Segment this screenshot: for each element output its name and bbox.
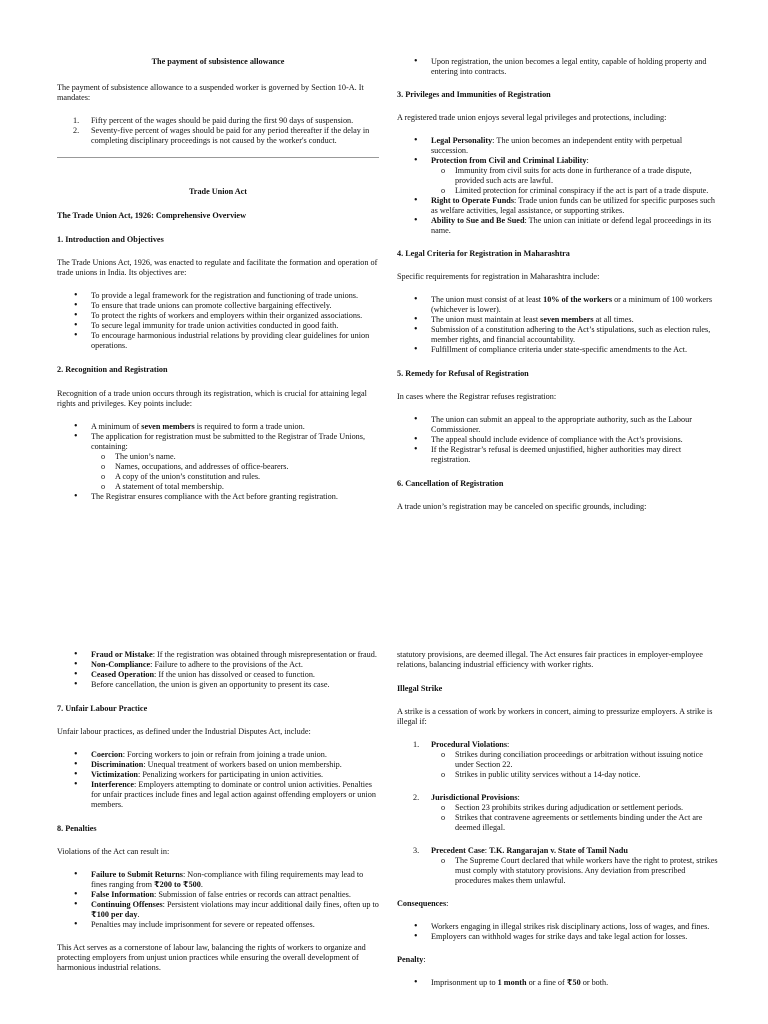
list-item: • To provide a legal framework for the registration and functioning of trade unions.: [91, 291, 379, 301]
objectives-list: [57, 291, 379, 351]
illegal-strike-list: [397, 740, 719, 886]
penalties-paragraph: Violations of the Act can result in:: [57, 847, 170, 856]
list-item: o Section 23 prohibits strikes during adjudication or settlement periods.: [455, 803, 719, 813]
list-item: 3. Precedent Case: T.K. Rangarajan v. State of Tamil Nadu o The Supreme Court declared that while workers have the right to protest, strikes must comply with statutory provisions. Any deviation from prescribed procedures makes them unlawful.: [431, 846, 719, 886]
list-item: • Upon registration, the union becomes a legal entity, capable of holding property and entering into contracts.: [431, 57, 719, 77]
list-item: • Fraud or Mistake: If the registration was obtained through misrepresentation or fraud.: [91, 650, 379, 660]
unfair-labour-list: [57, 750, 379, 810]
list-item: • Employers can withhold wages for strike days and take legal action for losses.: [431, 932, 719, 942]
illegal-strike-section: [397, 650, 719, 988]
heading-unfair-labour: 7. Unfair Labour Practice: [57, 704, 148, 713]
precedent-sublist: [431, 856, 719, 886]
list-item: • Imprisonment up to 1 month or a fine of ₹50 or both.: [431, 978, 719, 988]
trade-union-act-right: [397, 57, 719, 512]
cancellation-list: [57, 650, 379, 690]
subsistence-intro: The payment of subsistence allowance to a suspended worker is governed by Section 10-A. It mandates:: [57, 83, 364, 102]
section-subtitle: The Trade Union Act, 1926: Comprehensive Overview: [57, 211, 246, 220]
penalties-list: [57, 870, 379, 930]
list-item: 1. Procedural Violations: o Strikes during conciliation proceedings or arbitration without issuing notice under Section 22. o Strikes in public utility services without a 14-day notice.: [431, 740, 719, 780]
list-item: • A minimum of seven members is required to form a trade union.: [91, 422, 379, 432]
heading-cancellation: 6. Cancellation of Registration: [397, 479, 504, 488]
maharashtra-paragraph: Specific requirements for registration in Maharashtra include:: [397, 272, 600, 281]
list-item: • Before cancellation, the union is given an opportunity to present its case.: [91, 680, 379, 690]
list-item: • Penalties may include imprisonment for severe or repeated offenses.: [91, 920, 379, 930]
trade-union-act-left-page2: [57, 650, 379, 973]
list-item: o The Supreme Court declared that while workers have the right to protest, strikes must comply with statutory provisions. Any deviation from prescribed procedures makes them unlawful.: [455, 856, 719, 886]
heading-recognition: 2. Recognition and Registration: [57, 365, 168, 374]
list-item: • Failure to Submit Returns: Non-compliance with filing requirements may lead to fines ranging from ₹200 to ₹500.: [91, 870, 379, 890]
heading-penalties: 8. Penalties: [57, 824, 97, 833]
privileges-paragraph: A registered trade union enjoys several legal privileges and protections, including:: [397, 113, 667, 122]
list-item: • The union must consist of at least 10% of the workers or a minimum of 100 workers (whichever is lower).: [431, 295, 719, 315]
list-item: o Immunity from civil suits for acts done in furtherance of a trade dispute, provided such acts are lawful.: [455, 166, 719, 186]
list-item: • To ensure that trade unions can promote collective bargaining effectively.: [91, 301, 379, 311]
list-item: • Victimization: Penalizing workers for participating in union activities.: [91, 770, 379, 780]
list-item: • Ability to Sue and Be Sued: The union can initiate or defend legal proceedings in its name.: [431, 216, 719, 236]
list-item: • The union must maintain at least seven members at all times.: [431, 315, 719, 325]
heading-maharashtra: 4. Legal Criteria for Registration in Maharashtra: [397, 249, 570, 258]
application-contents-list: [91, 452, 379, 492]
list-item: o The union’s name.: [115, 452, 379, 462]
list-item: • Discrimination: Unequal treatment of workers based on union membership.: [91, 760, 379, 770]
penalty-label: Penalty:: [397, 955, 426, 964]
consequences-label: Consequences:: [397, 899, 449, 908]
subsistence-title: The payment of subsistence allowance: [151, 57, 285, 66]
maharashtra-list: [397, 295, 719, 355]
list-item: • If the Registrar’s refusal is deemed unjustified, higher authorities may direct registration.: [431, 445, 719, 465]
list-item: • Workers engaging in illegal strikes risk disciplinary actions, loss of wages, and fines.: [431, 922, 719, 932]
list-item: • Continuing Offenses: Persistent violations may incur additional daily fines, often up to ₹100 per day.: [91, 900, 379, 920]
section-divider: [57, 157, 379, 158]
list-item: o Strikes during conciliation proceedings or arbitration without issuing notice under Section 22.: [455, 750, 719, 770]
list-item: • The appeal should include evidence of compliance with the Act’s provisions.: [431, 435, 719, 445]
cancellation-paragraph: A trade union’s registration may be canceled on specific grounds, including:: [397, 502, 647, 511]
subsistence-list: [57, 116, 379, 146]
heading-illegal-strike: Illegal Strike: [397, 684, 443, 693]
list-item: • The union can submit an appeal to the appropriate authority, such as the Labour Commissioner.: [431, 415, 719, 435]
list-item: 2. Seventy-five percent of wages should be paid for any period thereafter if the delay in completing disciplinary proceedings is not caused by the worker's conduct.: [73, 126, 370, 145]
list-item: • Coercion: Forcing workers to join or refrain from joining a trade union.: [91, 750, 379, 760]
list-item: • Protection from Civil and Criminal Liability: o Immunity from civil suits for acts done in furtherance of a trade dispute, provided such acts are lawful. o Limited protection for criminal conspiracy if the act is part of a trade dispute.: [431, 156, 719, 196]
consequences-list: [397, 922, 719, 942]
list-item: • False Information: Submission of false entries or records can attract penalties.: [91, 890, 379, 900]
procedural-sublist: [431, 750, 719, 780]
list-item: • Interference: Employers attempting to dominate or control union activities. Penalties for unfair practices include fines and legal action against offending employers or union members.: [91, 780, 379, 810]
privileges-list: [397, 136, 719, 236]
registration-list: [57, 422, 379, 502]
list-item: • Fulfillment of compliance criteria under state-specific amendments to the Act.: [431, 345, 719, 355]
closing-paragraph: This Act serves as a cornerstone of labour law, balancing the rights of workers to organize and protecting employers from unjust union practices while ensuring the overall development of harmonious industrial relations.: [57, 943, 366, 972]
unfair-labour-paragraph: Unfair labour practices, as defined under the Industrial Disputes Act, include:: [57, 727, 311, 736]
list-item: o A copy of the union’s constitution and rules.: [115, 472, 379, 482]
list-item: • Right to Operate Funds: Trade union funds can be utilized for specific purposes such as welfare activities, legal assistance, or supporting strikes.: [431, 196, 719, 216]
list-item: o Strikes that contravene agreements or settlements binding under the Act are deemed illegal.: [455, 813, 719, 833]
continued-paragraph: statutory provisions, are deemed illegal. The Act ensures fair practices in employer-employee relations, balancing industrial efficiency with worker rights.: [397, 650, 703, 669]
list-item: • Legal Personality: The union becomes an independent entity with perpetual succession.: [431, 136, 719, 156]
list-item: • Submission of a constitution adhering to the Act’s stipulations, such as election rules, member rights, and financial accountability.: [431, 325, 719, 345]
list-item: o Names, occupations, and addresses of office-bearers.: [115, 462, 379, 472]
recognition-paragraph: Recognition of a trade union occurs through its registration, which is crucial for attaining legal rights and privileges. Key points include:: [57, 389, 367, 408]
registration-list-continued: [397, 57, 719, 77]
heading-introduction: 1. Introduction and Objectives: [57, 235, 164, 244]
remedy-paragraph: In cases where the Registrar refuses registration:: [397, 392, 557, 401]
illegal-strike-paragraph: A strike is a cessation of work by workers in concert, aiming to pressurize employers. A strike is illegal if:: [397, 707, 713, 726]
list-item: 2. Jurisdictional Provisions: o Section 23 prohibits strikes during adjudication or settlement periods. o Strikes that contravene agreements or settlements binding under the Act are deemed illegal.: [431, 793, 719, 833]
heading-remedy: 5. Remedy for Refusal of Registration: [397, 369, 529, 378]
list-item: • Ceased Operation: If the union has dissolved or ceased to function.: [91, 670, 379, 680]
trade-union-act-left: [57, 187, 379, 502]
list-item: • The application for registration must be submitted to the Registrar of Trade Unions, containing: o The union’s name. o Names, occupations, and addresses of office-bearers. o A copy of the union’s constitution and rules. o A statement of total membership.: [91, 432, 379, 492]
jurisdictional-sublist: [431, 803, 719, 833]
heading-privileges: 3. Privileges and Immunities of Registration: [397, 90, 551, 99]
section-title: Trade Union Act: [188, 187, 248, 196]
list-item: • The Registrar ensures compliance with the Act before granting registration.: [91, 492, 379, 502]
list-item: 1. Fifty percent of the wages should be paid during the first 90 days of suspension.: [73, 116, 354, 125]
list-item: o Strikes in public utility services without a 14-day notice.: [455, 770, 719, 780]
list-item: o Limited protection for criminal conspiracy if the act is part of a trade dispute.: [455, 186, 719, 196]
penalty-list: [397, 978, 719, 988]
introduction-paragraph: The Trade Unions Act, 1926, was enacted to regulate and facilitate the formation and operation of trade unions in India. Its objectives are:: [57, 258, 378, 277]
list-item: o A statement of total membership.: [115, 482, 379, 492]
list-item: • To protect the rights of workers and employers within their organized associations.: [91, 311, 379, 321]
list-item: • To encourage harmonious industrial relations by providing clear guidelines for union operations.: [91, 331, 379, 351]
list-item: • To secure legal immunity for trade union activities conducted in good faith.: [91, 321, 379, 331]
list-item: • Non-Compliance: Failure to adhere to the provisions of the Act.: [91, 660, 379, 670]
protection-sublist: [431, 166, 719, 196]
remedy-list: [397, 415, 719, 465]
subsistence-section: [57, 57, 379, 146]
